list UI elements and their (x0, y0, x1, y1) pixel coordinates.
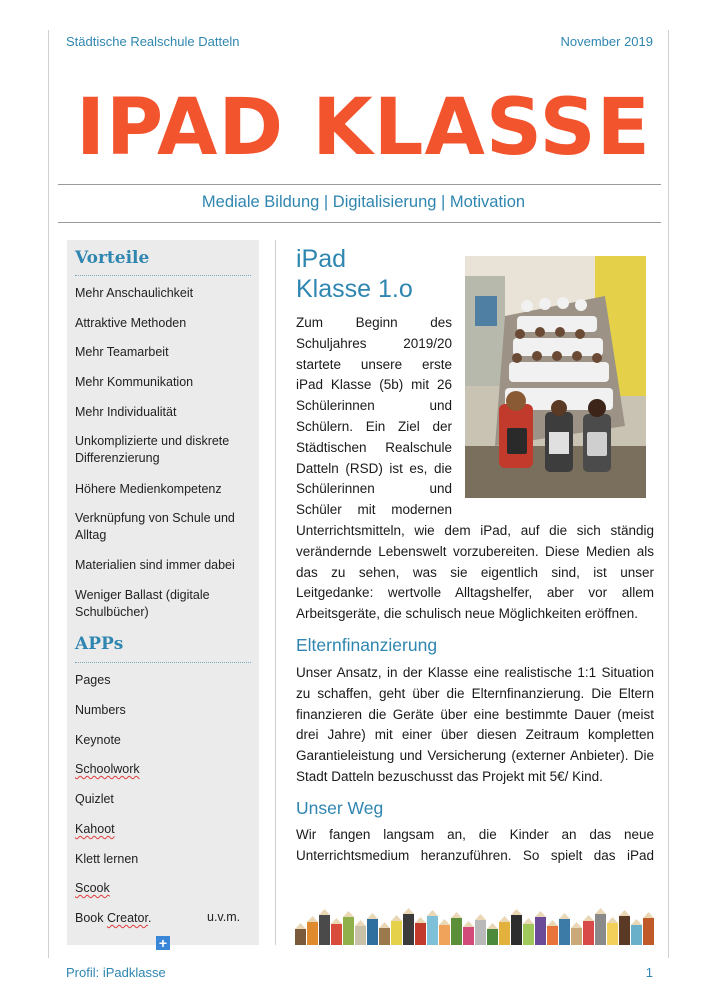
pencil (499, 922, 510, 945)
pencil-tip (619, 910, 630, 916)
pencil-tip (583, 915, 594, 921)
pencil-tip (307, 916, 318, 922)
pencil (643, 918, 654, 945)
article-heading (296, 244, 413, 304)
app-name: Kahoot (75, 822, 115, 836)
app-item: Klett lernen (75, 852, 139, 866)
app-item: Pages (75, 673, 111, 687)
vorteil-item: Mehr Kommunikation (75, 375, 194, 389)
pencil-tip (631, 919, 642, 925)
pencil-tip (295, 923, 306, 929)
pencil-tip (451, 912, 462, 918)
pencil-tip (367, 913, 378, 919)
pencil-tip (535, 911, 546, 917)
pencil-tip (547, 920, 558, 926)
intro-paragraph-full (296, 521, 654, 625)
apps-suffix: u.v.m. (207, 910, 241, 924)
pencil-tip (559, 913, 570, 919)
section-paragraph-elternfinanzierung (296, 663, 654, 788)
pencil-tip (463, 921, 474, 927)
pencil (379, 928, 390, 945)
pencil (535, 917, 546, 945)
text-line: Schülerinnen und (296, 481, 452, 497)
sidebar (67, 240, 259, 945)
pencil (619, 916, 630, 945)
intro-paragraph-wrapped (296, 313, 452, 521)
header-date: November 2019 (560, 34, 653, 49)
pencil (391, 921, 402, 945)
pencil-tip (415, 917, 426, 923)
vorteil-item: Materialien sind immer dabei (75, 558, 235, 572)
app-item: Keynote (75, 733, 121, 747)
pencil (427, 916, 438, 945)
pencil-tip (427, 910, 438, 916)
text-line: Schuljahres 2019/20 (296, 335, 452, 351)
pencil (463, 927, 474, 945)
text-line: Schüler mit modernen (296, 502, 452, 518)
app-name: Book Creator. (75, 911, 152, 925)
sidebar-divider (75, 662, 251, 663)
pencil-tip (331, 918, 342, 924)
footer-profile: Profil: iPadklasse (66, 965, 166, 980)
article-heading-line1: iPad (296, 245, 347, 273)
pencil-tip (355, 920, 366, 926)
pencil (607, 923, 618, 945)
pencil-tip (343, 911, 354, 917)
text-line: startete unsere erste (296, 356, 452, 372)
text-line: Garantieleistung und Versicherung (externer Anbieter). Die (296, 748, 654, 764)
sidebar-heading-vorteile: Vorteile (75, 248, 150, 268)
pencil-tip (391, 915, 402, 921)
pencil-tip (643, 912, 654, 918)
pencil-tip (403, 908, 414, 914)
app-item (75, 821, 255, 838)
pencil-tip (595, 908, 606, 914)
page-title: IPAD KLASSE (76, 83, 651, 173)
text-line: Unser Ansatz, in der Klasse eine realistische 1:1 Situation (296, 665, 654, 680)
pencil (307, 922, 318, 945)
pencil (439, 925, 450, 945)
vorteil-item: Höhere Medienkompetenz (75, 482, 222, 496)
pencil (415, 923, 426, 945)
text-line: das zu sehen, was sie eigentlich sind, ist unser (296, 564, 654, 580)
pencil (547, 926, 558, 945)
section-heading-unser-weg: Unser Weg (296, 798, 384, 818)
title-rule-top (58, 184, 661, 185)
sidebar-divider (75, 275, 251, 276)
footer-page-number: 1 (645, 965, 653, 980)
vorteil-item: Attraktive Methoden (75, 316, 187, 330)
text-line: Arbeitsgeräte, die schulisch neue Möglichkeiten eröffnen. (296, 606, 638, 622)
text-line: Städtischen Realschule (296, 439, 452, 455)
pencil-tip (499, 916, 510, 922)
pencil (367, 919, 378, 945)
pencil-tip (571, 922, 582, 928)
add-icon[interactable]: + (156, 936, 170, 950)
pencil (475, 920, 486, 945)
pencil (451, 918, 462, 945)
pencil (295, 929, 306, 945)
pencil (331, 924, 342, 945)
pencil (355, 926, 366, 945)
vorteil-item: Verknüpfung von Schule und Alltag (75, 511, 235, 542)
app-item: Quizlet (75, 792, 114, 806)
pencil (343, 917, 354, 945)
vorteil-item: Mehr Anschaulichkeit (75, 286, 194, 300)
text-line: Schülern. Ein Ziel der (296, 418, 452, 434)
pencil (583, 921, 594, 945)
section-paragraph-unser-weg (296, 825, 654, 867)
app-name-part: Creator (106, 911, 148, 925)
text-line: Datteln (RSD) ist es, die (296, 460, 452, 476)
text-line: Zum Beginn des (296, 315, 452, 330)
text-line: Wir fangen langsam an, die Kinder an das neue (296, 827, 654, 842)
header-school: Städtische Realschule Datteln (66, 34, 240, 49)
page-subtitle: Mediale Bildung | Digitalisierung | Motivation (201, 193, 526, 211)
pencil (571, 928, 582, 945)
section-heading-elternfinanzierung: Elternfinanzierung (296, 635, 438, 655)
pencil (319, 915, 330, 945)
pencil-tip (319, 909, 330, 915)
vorteil-item: Unkomplizierte und diskrete Differenzierung (75, 434, 230, 465)
vorteil-item: Mehr Teamarbeit (75, 345, 169, 359)
pencil (559, 919, 570, 945)
pencil-tip (475, 914, 486, 920)
colored-pencils-decoration (295, 895, 655, 945)
vorteil-item: Weniger Ballast (digitale Schulbücher) (75, 588, 210, 619)
text-line: Schülerinnen und (296, 398, 452, 414)
title-rule-bottom (58, 222, 661, 223)
text-line: iPad Klasse (5b) mit 26 (296, 377, 452, 393)
app-item: Numbers (75, 703, 126, 717)
text-line: Stadt Datteln bezuschusst das Projekt mit 5€/ Kind. (296, 768, 603, 784)
pencil (487, 929, 498, 945)
text-line: Leitgedanke: wertvolle Alltagshelfer, aber vor allem (296, 585, 654, 601)
text-line: Unterrichtsmitteln, wie dem iPad, auf die sich ständig (296, 523, 654, 538)
text-line: Unterrichtsmedium heranzuführen. So spielt das iPad (296, 847, 654, 863)
text-line: finanzieren die Geräte über eine bestimmte Dauer (meist (296, 706, 654, 722)
text-line: zu schaffen, geht über die Elternfinanzierung. Die Eltern (296, 685, 654, 701)
pencil (523, 924, 534, 945)
pencil-tip (523, 918, 534, 924)
pencil (595, 914, 606, 945)
app-name: Scook (75, 881, 110, 895)
pencil (631, 925, 642, 945)
text-line: drei Jahre) mit einer über diesen Zeitraum kompletten (296, 727, 654, 743)
pencil (511, 915, 522, 945)
sidebar-heading-apps: APPs (75, 634, 124, 654)
class-photo (465, 256, 646, 498)
pencil-tip (487, 923, 498, 929)
text-line: verändernde Lebenswelt vorzubereiten. Diese Medien als (296, 543, 654, 559)
app-item (75, 880, 255, 897)
app-item (75, 761, 255, 778)
pencil-tip (379, 922, 390, 928)
vorteil-item: Mehr Individualität (75, 405, 177, 419)
article-heading-line2: Klasse 1.o (296, 275, 413, 303)
pencil-tip (439, 919, 450, 925)
pencil (403, 914, 414, 945)
pencil-tip (511, 909, 522, 915)
pencil-tip (607, 917, 618, 923)
app-name: Schoolwork (75, 762, 140, 776)
column-divider (275, 240, 276, 945)
